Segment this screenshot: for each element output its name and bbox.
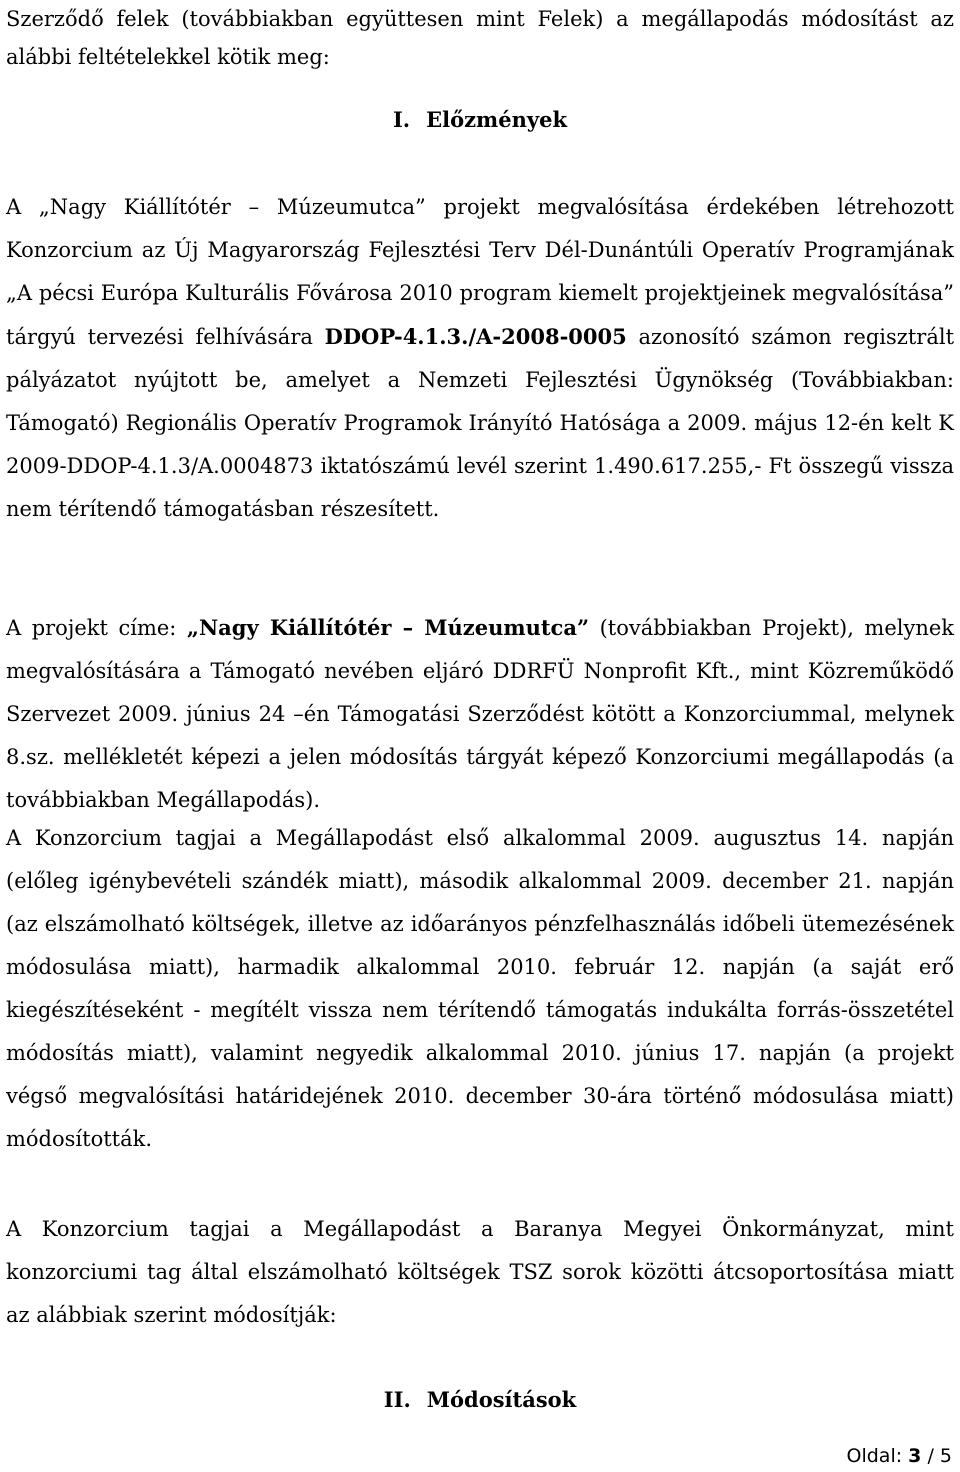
paragraph-text: A projekt címe:	[6, 616, 187, 640]
intro-paragraph: Szerződő felek (továbbiakban együttesen mint Felek) a megállapodás módosítást az alábbi feltételekkel kötik meg:	[6, 7, 954, 69]
current-page: 3	[908, 1445, 922, 1467]
total-pages: 5	[939, 1445, 952, 1467]
page-label: Oldal:	[846, 1445, 903, 1467]
page-separator: /	[927, 1445, 934, 1467]
paragraph-text: azonosító számon regisztrált pályázatot nyújtott be, amelyet a Nemzeti Fejlesztési Ügynökség (Továbbiakban: Támogató) Regionális Operatív Programok Irányító Hatósága a 2009. május 12-én kelt K 2009-DDOP-4.1.3/A.0004873 iktatószámú levél szerint 1.490.617.255,- Ft összegű vissza nem térítendő támogatásban részesített.	[6, 325, 955, 521]
paragraph-background	[6, 186, 954, 531]
paragraph-text: A „Nagy Kiállítótér – Múzeumutca” projekt megvalósítása érdekében létrehozott Konzorcium az Új Magyarország Fejlesztési Terv Dél-Dunántúli Operatív Programjának „A pécsi Európa Kulturális Fővárosa 2010 program kiemelt projektjeinek megvalósítása” tárgyú tervezési felhívására	[6, 195, 954, 349]
paragraph-modification-reason: A Konzorcium tagjai a Megállapodást a Baranya Megyei Önkormányzat, mint konzorciumi tag által elszámolható költségek TSZ sorok közötti átcsoportosítása miatt az alábbiak szerint módosítják:	[6, 1217, 954, 1327]
paragraph-modifications-history: A Konzorcium tagjai a Megállapodást első alkalommal 2009. augusztus 14. napján (előleg igénybevételi szándék miatt), második alkalommal 2009. december 21. napján (az elszámolható költségek, illetve az időarányos pénzfelhasználás időbeli ütemezésének módosulása miatt), harmadik alkalommal 2010. február 12. napján (a saját erő kiegészítéseként - megítélt vissza nem térítendő támogatás indukálta forrás-összetétel módosítás miatt), valamint negyedik alkalommal 2010. június 17. napján (a projekt végső megvalósítási határidejének 2010. december 30-ára történő módosulása miatt) módosították.	[6, 826, 954, 1151]
project-code: DDOP-4.1.3./A-2008-0005	[324, 324, 627, 349]
paragraph-project-title	[6, 606, 954, 822]
section-number: I.	[392, 107, 411, 132]
section-title: Előzmények	[426, 107, 568, 132]
section-number: II.	[383, 1387, 411, 1412]
project-title: „Nagy Kiállítótér – Múzeumutca”	[186, 615, 590, 640]
section-heading-1	[6, 100, 954, 140]
paragraph-text: (továbbiakban Projekt), melynek megvalósítására a Támogató nevében eljáró DDRFÜ Nonprofit Kft., mint Közreműködő Szervezet 2009. június 24 –én Támogatási Szerződést kötött a Konzorciummal, melynek 8.sz. mellékletét képezi a jelen módosítás tárgyát képező Konzorciumi megállapodás (a továbbiakban Megállapodás).	[6, 616, 955, 812]
section-heading-2	[6, 1380, 954, 1420]
page-number-footer	[847, 1444, 953, 1468]
section-title: Módosítások	[426, 1387, 577, 1412]
